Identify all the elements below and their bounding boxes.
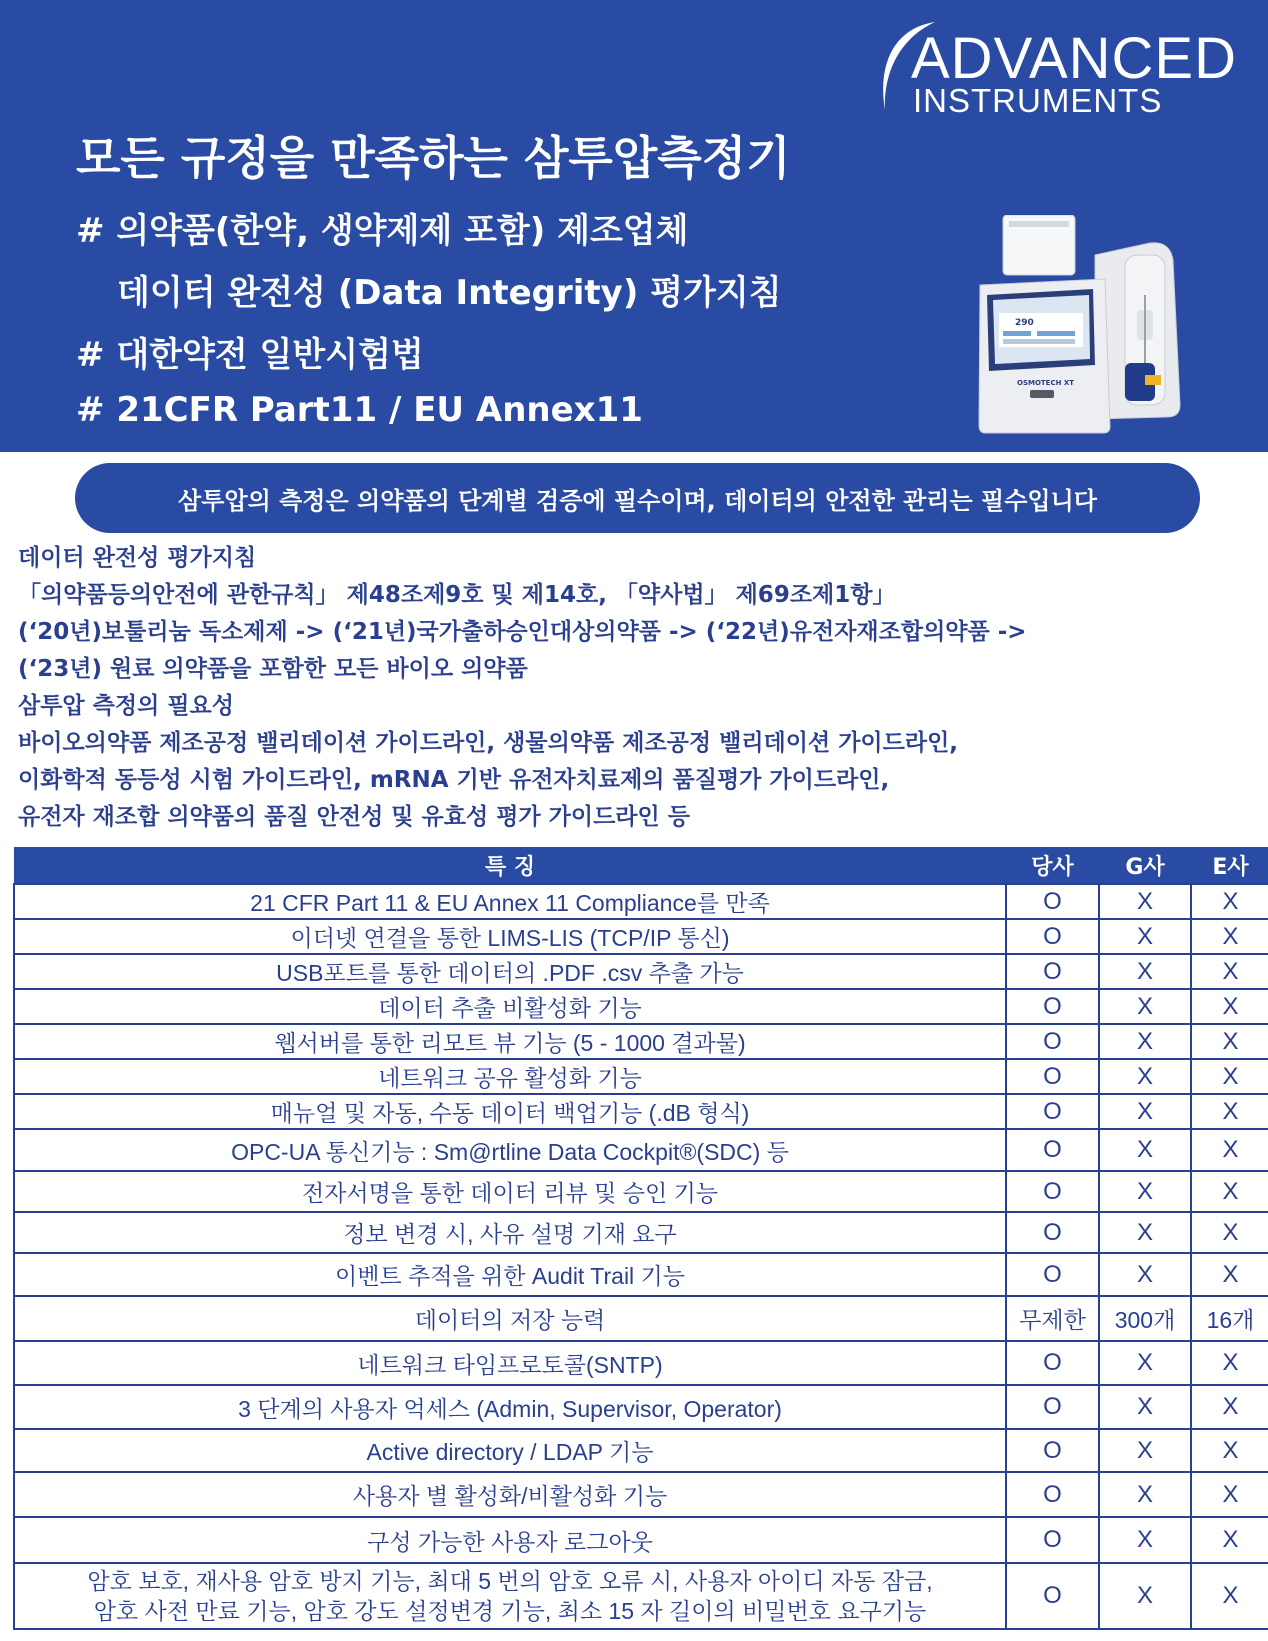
- table-row: [14, 1212, 1268, 1253]
- page-headline: 모든 규정을 만족하는 삼투압측정기: [76, 131, 791, 185]
- table-row: [14, 989, 1268, 1024]
- g-cell: X: [1099, 1024, 1191, 1059]
- g-cell: 300개: [1099, 1296, 1191, 1341]
- header-item-1: # 의약품(한약, 생약제제 포함) 제조업체: [76, 211, 689, 251]
- ours-cell: O: [1006, 989, 1099, 1024]
- regulation-info-section: [18, 540, 1258, 836]
- device-brand-label: OSMOTECH XT: [1017, 379, 1075, 387]
- ours-cell: O: [1006, 1024, 1099, 1059]
- ours-cell: O: [1006, 884, 1099, 919]
- e-cell: 16개: [1191, 1296, 1268, 1341]
- header-item-2: 데이터 완전성 (Data Integrity) 평가지침: [117, 273, 782, 313]
- e-cell: X: [1191, 1385, 1268, 1429]
- key-message-banner: 삼투압의 측정은 의약품의 단계별 검증에 필수이며, 데이터의 안전한 관리는 필수입니다: [75, 463, 1200, 533]
- header-banner: [0, 0, 1268, 452]
- feature-cell: [14, 1563, 1006, 1629]
- osmometer-device-image: [975, 215, 1197, 437]
- header-item-4: # 21CFR Part11 / EU Annex11: [76, 390, 643, 430]
- ours-cell: O: [1006, 1385, 1099, 1429]
- feature-cell: 구성 가능한 사용자 로그아웃: [14, 1517, 1006, 1563]
- ours-cell: O: [1006, 954, 1099, 989]
- table-row: [14, 919, 1268, 954]
- ours-cell: O: [1006, 1094, 1099, 1129]
- info-line: 유전자 재조합 의약품의 품질 안전성 및 유효성 평가 가이드라인 등: [18, 804, 690, 830]
- ours-cell: O: [1006, 1429, 1099, 1472]
- ours-cell: 무제한: [1006, 1296, 1099, 1341]
- header-ours: 당사: [1006, 848, 1099, 885]
- e-cell: X: [1191, 884, 1268, 919]
- e-cell: X: [1191, 1563, 1268, 1629]
- table-row: [14, 1385, 1268, 1429]
- feature-cell: 웹서버를 통한 리모트 뷰 기능 (5 - 1000 결과물): [14, 1024, 1006, 1059]
- table-row: [14, 1024, 1268, 1059]
- header-g-company: G사: [1099, 848, 1191, 885]
- feature-cell: 데이터의 저장 능력: [14, 1296, 1006, 1341]
- table-row: [14, 1253, 1268, 1296]
- feature-cell: 3 단계의 사용자 억세스 (Admin, Supervisor, Operator): [14, 1385, 1006, 1429]
- g-cell: X: [1099, 1212, 1191, 1253]
- g-cell: X: [1099, 1171, 1191, 1212]
- g-cell: X: [1099, 884, 1191, 919]
- e-cell: X: [1191, 1024, 1268, 1059]
- e-cell: X: [1191, 1429, 1268, 1472]
- ours-cell: O: [1006, 1472, 1099, 1517]
- e-cell: X: [1191, 1094, 1268, 1129]
- g-cell: X: [1099, 1253, 1191, 1296]
- feature-cell: 네트워크 타임프로토콜(SNTP): [14, 1341, 1006, 1385]
- logo-text-main: ADVANCED: [911, 26, 1237, 91]
- table-row: [14, 884, 1268, 919]
- g-cell: X: [1099, 1429, 1191, 1472]
- table-row: [14, 1517, 1268, 1563]
- table-row: [14, 1341, 1268, 1385]
- header-item-3: # 대한약전 일반시험법: [76, 335, 424, 375]
- logo-text-sub: INSTRUMENTS: [913, 82, 1163, 119]
- g-cell: X: [1099, 1094, 1191, 1129]
- e-cell: X: [1191, 1171, 1268, 1212]
- ours-cell: O: [1006, 1563, 1099, 1629]
- info-line: 바이오의약품 제조공정 밸리데이션 가이드라인, 생물의약품 제조공정 밸리데이션 가이드라인,: [18, 730, 959, 756]
- device-screen-value: 290: [1015, 318, 1034, 328]
- table-header-row: [14, 848, 1268, 885]
- feature-cell: Active directory / LDAP 기능: [14, 1429, 1006, 1472]
- table-row: [14, 1129, 1268, 1171]
- e-cell: X: [1191, 1253, 1268, 1296]
- feature-cell: 21 CFR Part 11 & EU Annex 11 Compliance를 만족: [14, 884, 1006, 919]
- ours-cell: O: [1006, 1253, 1099, 1296]
- table-row: [14, 954, 1268, 989]
- table-row: [14, 1563, 1268, 1629]
- header-e-company: E사: [1191, 848, 1268, 885]
- e-cell: X: [1191, 989, 1268, 1024]
- info-line: (‘23년) 원료 의약품을 포함한 모든 바이오 의약품: [18, 656, 528, 682]
- feature-cell: OPC-UA 통신기능 : Sm@rtline Data Cockpit®(SDC) 등: [14, 1129, 1006, 1171]
- e-cell: X: [1191, 954, 1268, 989]
- ours-cell: O: [1006, 1212, 1099, 1253]
- feature-cell-line: 암호 보호, 재사용 암호 방지 기능, 최대 5 번의 암호 오류 시, 사용자 아이디 자동 잠금,: [87, 1568, 933, 1594]
- table-row: [14, 1472, 1268, 1517]
- feature-cell: USB포트를 통한 데이터의 .PDF .csv 추출 가능: [14, 954, 1006, 989]
- info-line: (‘20년)보툴리눔 독소제제 -> (‘21년)국가출하승인대상의약품 -> (‘22년)유전자재조합의약품 ->: [18, 619, 1027, 645]
- ours-cell: O: [1006, 1059, 1099, 1094]
- feature-cell: 이더넷 연결을 통한 LIMS-LIS (TCP/IP 통신): [14, 919, 1006, 954]
- feature-cell: 정보 변경 시, 사유 설명 기재 요구: [14, 1212, 1006, 1253]
- info-line: 데이터 완전성 평가지침: [18, 545, 257, 571]
- g-cell: X: [1099, 954, 1191, 989]
- advanced-instruments-logo: [875, 18, 1235, 118]
- feature-cell: 이벤트 추적을 위한 Audit Trail 기능: [14, 1253, 1006, 1296]
- ours-cell: O: [1006, 1129, 1099, 1171]
- g-cell: X: [1099, 989, 1191, 1024]
- header-feature: 특 징: [14, 848, 1006, 885]
- g-cell: X: [1099, 1129, 1191, 1171]
- g-cell: X: [1099, 1563, 1191, 1629]
- info-line: 「의약품등의안전에 관한규칙」 제48조제9호 및 제14호, 「약사법」 제69조제1항」: [18, 582, 896, 608]
- e-cell: X: [1191, 1341, 1268, 1385]
- feature-cell: 사용자 별 활성화/비활성화 기능: [14, 1472, 1006, 1517]
- table-row: [14, 1171, 1268, 1212]
- feature-cell: 네트워크 공유 활성화 기능: [14, 1059, 1006, 1094]
- ours-cell: O: [1006, 919, 1099, 954]
- table-row: [14, 1059, 1268, 1094]
- g-cell: X: [1099, 1472, 1191, 1517]
- table-row: [14, 1296, 1268, 1341]
- feature-cell-line: 암호 사전 만료 기능, 암호 강도 설정변경 기능, 최소 15 자 길이의 비밀번호 요구기능: [93, 1598, 927, 1624]
- feature-cell: 매뉴얼 및 자동, 수동 데이터 백업기능 (.dB 형식): [14, 1094, 1006, 1129]
- table-row: [14, 1094, 1268, 1129]
- ours-cell: O: [1006, 1341, 1099, 1385]
- e-cell: X: [1191, 919, 1268, 954]
- feature-comparison-table: [13, 847, 1268, 1630]
- e-cell: X: [1191, 1212, 1268, 1253]
- g-cell: X: [1099, 1517, 1191, 1563]
- e-cell: X: [1191, 1129, 1268, 1171]
- g-cell: X: [1099, 919, 1191, 954]
- info-line: 삼투압 측정의 필요성: [18, 693, 234, 719]
- feature-cell: 전자서명을 통한 데이터 리뷰 및 승인 기능: [14, 1171, 1006, 1212]
- e-cell: X: [1191, 1517, 1268, 1563]
- ours-cell: O: [1006, 1171, 1099, 1212]
- e-cell: X: [1191, 1059, 1268, 1094]
- info-line: 이화학적 동등성 시험 가이드라인, mRNA 기반 유전자치료제의 품질평가 가이드라인,: [18, 767, 890, 793]
- e-cell: X: [1191, 1472, 1268, 1517]
- g-cell: X: [1099, 1341, 1191, 1385]
- ours-cell: O: [1006, 1517, 1099, 1563]
- g-cell: X: [1099, 1385, 1191, 1429]
- table-row: [14, 1429, 1268, 1472]
- g-cell: X: [1099, 1059, 1191, 1094]
- feature-cell: 데이터 추출 비활성화 기능: [14, 989, 1006, 1024]
